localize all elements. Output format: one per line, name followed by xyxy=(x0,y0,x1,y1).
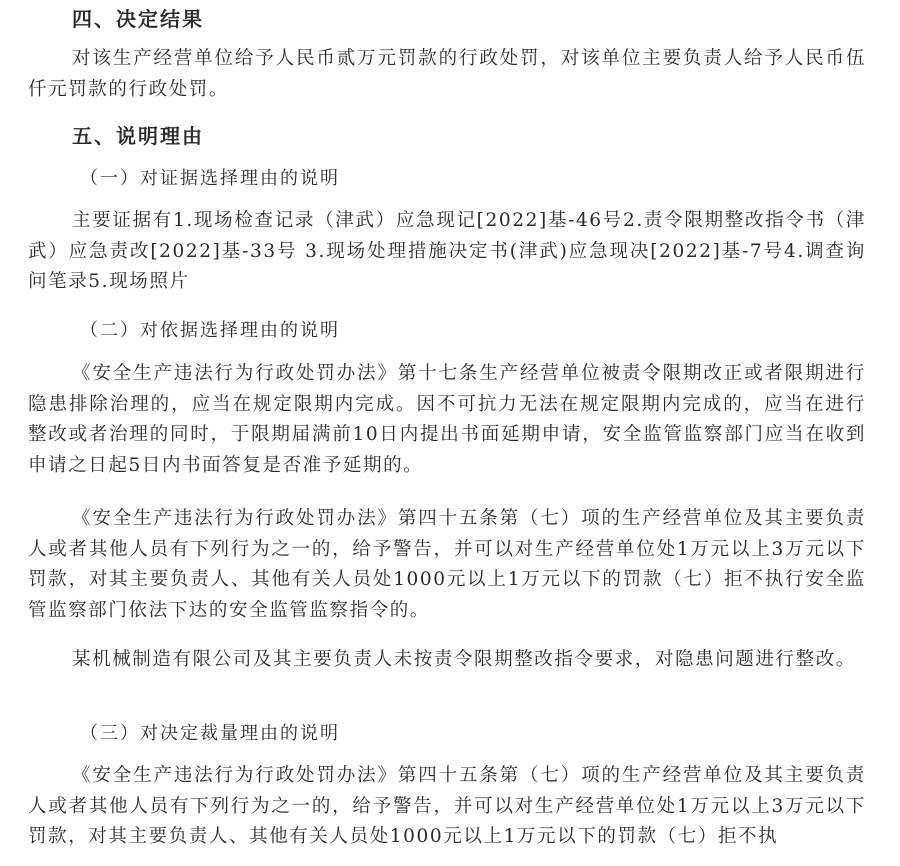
subsection-1-body: 主要证据有1.现场检查记录（津武）应急现记[2022]基-46号2.责令限期整改指令书（津武）应急责改[2022]基-33号 3.现场处理措施决定书(津武)应急现决[2022]基-7号4.调查询问笔录5.现场照片 xyxy=(28,210,866,292)
subsection-3-heading: （三）对决定裁量理由的说明 xyxy=(80,723,340,744)
subsection-2-paragraph-3: 某机械制造有限公司及其主要负责人未按责令限期整改指令要求，对隐患问题进行整改。 xyxy=(72,649,856,670)
section-5-heading: 五、说明理由 xyxy=(72,124,204,148)
section-4-heading: 四、决定结果 xyxy=(72,7,204,31)
subsection-2-heading: （二）对依据选择理由的说明 xyxy=(80,320,340,341)
subsection-2-paragraph-2: 《安全生产违法行为行政处罚办法》第四十五条第（七）项的生产经营单位及其主要负责人或者其他人员有下列行为之一的，给予警告，并可以对生产经营单位处1万元以上3万元以下罚款，对其主要负责人、其他有关人员处1000元以上1万元以下的罚款（七）拒不执行安全监管监察部门依法下达的安全监管监察指令的。 xyxy=(28,508,866,621)
subsection-1-heading: （一）对证据选择理由的说明 xyxy=(80,168,340,189)
section-4-body: 对该生产经营单位给予人民币贰万元罚款的行政处罚，对该单位主要负责人给予人民币伍仟元罚款的行政处罚。 xyxy=(28,48,866,100)
subsection-3-paragraph-1: 《安全生产违法行为行政处罚办法》第四十五条第（七）项的生产经营单位及其主要负责人或者其他人员有下列行为之一的，给予警告，并可以对生产经营单位处1万元以上3万元以下罚款，对其主要负责人、其他有关人员处1000元以上1万元以下的罚款（七）拒不执 xyxy=(28,765,866,847)
subsection-2-paragraph-1: 《安全生产违法行为行政处罚办法》第十七条生产经营单位被责令限期改正或者限期进行隐患排除治理的，应当在规定限期内完成。因不可抗力无法在规定限期内完成的，应当在进行整改或者治理的同时，于限期届满前10日内提出书面延期申请，安全监管监察部门应当在收到申请之日起5日内书面答复是否准予延期的。 xyxy=(28,363,866,476)
